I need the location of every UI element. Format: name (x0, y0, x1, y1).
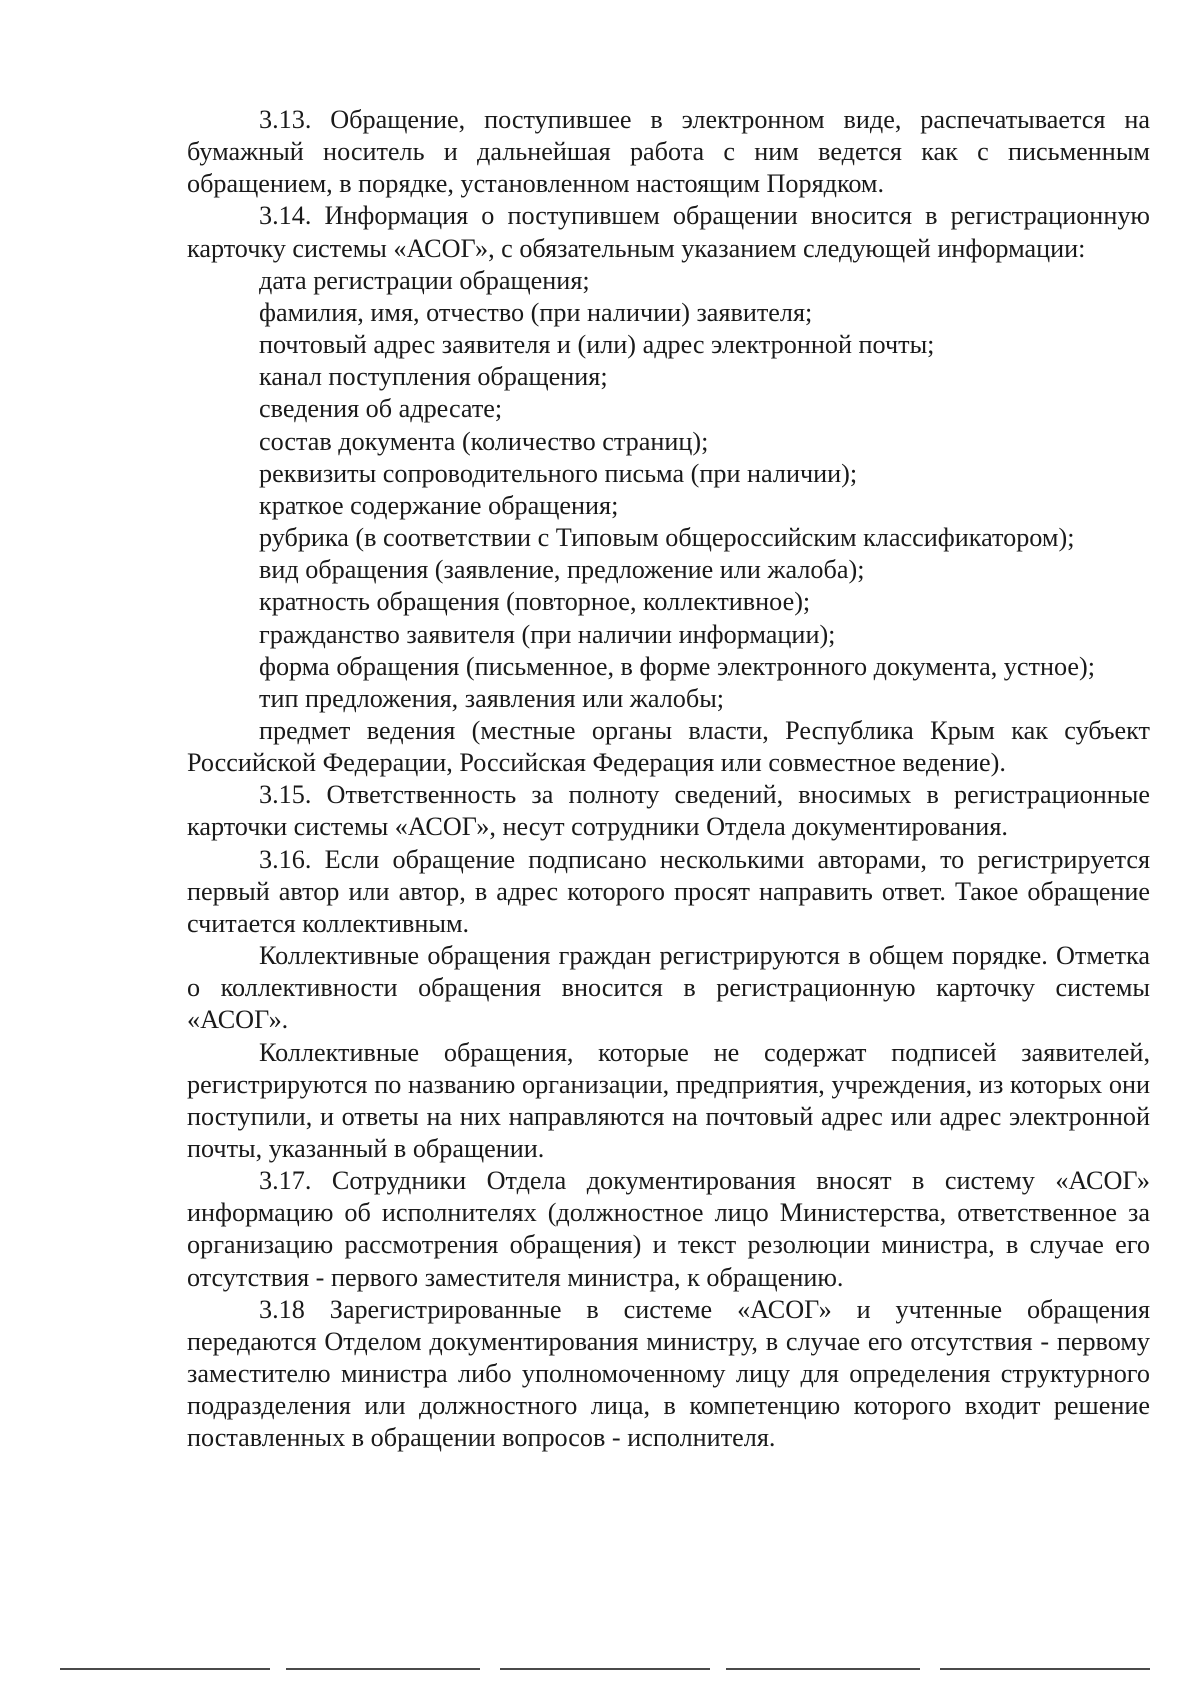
paragraph-3-18: 3.18 Зарегистрированные в системе «АСОГ» и учтенные обращения передаются Отделом документирования министру, в случае его отсутствия - первому заместителю министра либо уполномоченному лицу для определения структурного подразделения или должностного лица, в компетенцию которого входит решение поставленных в обращении вопросов - исполнителя. (187, 1294, 1150, 1453)
list-item: вид обращения (заявление, предложение или жалоба); (259, 555, 865, 585)
paragraph-3-16: 3.16. Если обращение подписано несколькими авторами, то регистрируется первый автор или автор, в адрес которого просят направить ответ. Такое обращение считается коллективным. (187, 844, 1150, 938)
list-item: дата регистрации обращения; (259, 265, 590, 295)
paragraph-3-15: 3.15. Ответственность за полноту сведений, вносимых в регистрационные карточки системы «АСОГ», несут сотрудники Отдела документирования. (187, 780, 1150, 842)
list-item: рубрика (в соответствии с Типовым общероссийским классификатором); (259, 523, 1075, 553)
list-item: канал поступления обращения; (259, 362, 608, 392)
list-item: сведения об адресате; (259, 394, 503, 424)
list-item: кратность обращения (повторное, коллективное); (259, 587, 811, 617)
page-bottom-rule (60, 1668, 1160, 1670)
paragraph-3-14: 3.14. Информация о поступившем обращении вносится в регистрационную карточку системы «АСОГ», с обязательным указанием следующей информации: (187, 201, 1150, 263)
paragraph-collective-registration: Коллективные обращения граждан регистрируются в общем порядке. Отметка о коллективности обращения вносится в регистрационную карточку системы «АСОГ». (187, 941, 1150, 1035)
list-item: состав документа (количество страниц); (259, 426, 709, 456)
list-item: реквизиты сопроводительного письма (при наличии); (259, 458, 858, 488)
paragraph-collective-unsigned: Коллективные обращения, которые не содержат подписей заявителей, регистрируются по названию организации, предприятия, учреждения, из которых они поступили, и ответы на них направляются на почтовый адрес или адрес электронной почты, указанный в обращении. (187, 1037, 1150, 1163)
list-item: предмет ведения (местные органы власти, Республика Крым как субъект Российской Федерации, Российская Федерация или совместное ведение). (187, 715, 1150, 778)
document-body (187, 104, 1150, 1455)
paragraph-3-17: 3.17. Сотрудники Отдела документирования вносят в систему «АСОГ» информацию об исполнителях (должностное лицо Министерства, ответственное за организацию рассмотрения обращения) и текст резолюции министра, в случае его отсутствия - первого заместителя министра, к обращению. (187, 1166, 1150, 1292)
list-item: гражданство заявителя (при наличии информации); (259, 619, 836, 649)
paragraph-3-13: 3.13. Обращение, поступившее в электронном виде, распечатывается на бумажный носитель и дальнейшая работа с ним ведется как с письменным обращением, в порядке, установленном настоящим Порядком. (187, 105, 1150, 199)
list-item: тип предложения, заявления или жалобы; (259, 683, 725, 713)
list-item: фамилия, имя, отчество (при наличии) заявителя; (259, 297, 813, 327)
list-item: почтовый адрес заявителя и (или) адрес электронной почты; (259, 330, 935, 360)
list-item: краткое содержание обращения; (259, 490, 619, 520)
list-item: форма обращения (письменное, в форме электронного документа, устное); (259, 651, 1096, 681)
